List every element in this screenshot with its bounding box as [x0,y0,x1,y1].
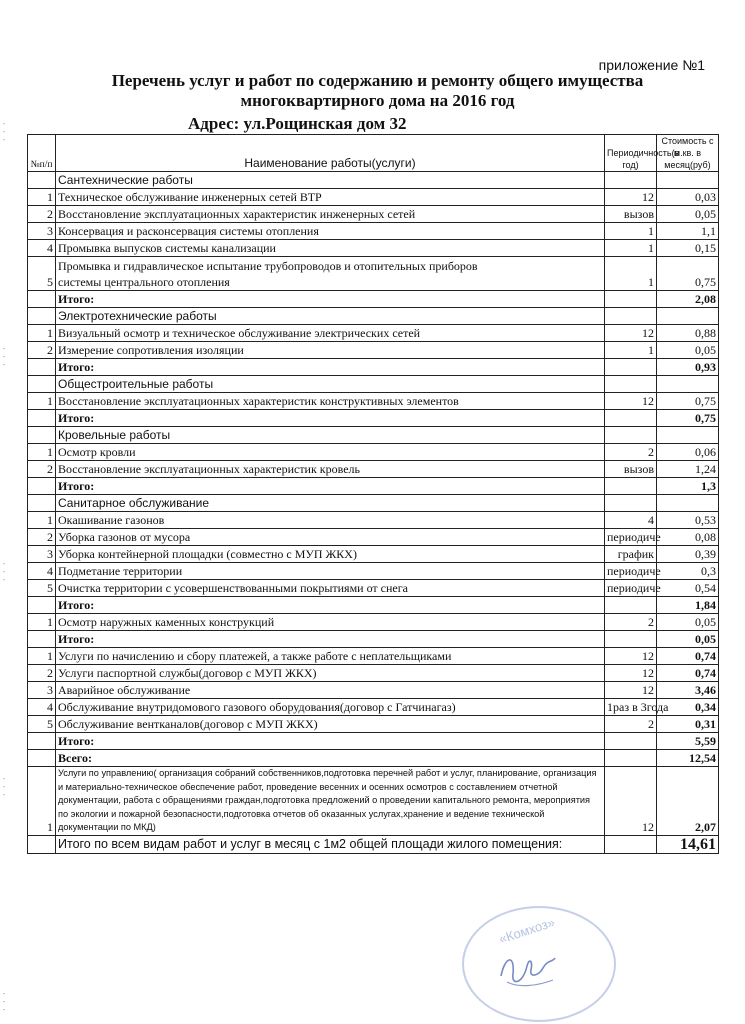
row-name-line2: системы центрального отопления [58,275,230,289]
section-header-row [28,427,719,444]
row-number: 2 [28,206,56,223]
row-period: 2 [605,614,657,631]
row-number [28,597,56,614]
row-number [28,733,56,750]
row-cost: 3,46 [657,682,719,699]
table-row [28,682,719,699]
total-value: 12,54 [657,750,719,767]
row-number: 2 [28,342,56,359]
row-cost: 1,24 [657,461,719,478]
row-name: Услуги паспортной службы(договор с МУП ЖКХ) [56,665,605,682]
total-label: Итого: [56,478,605,495]
section-header-row [28,495,719,512]
row-cost: 0,74 [657,665,719,682]
punch-marks: - - - [2,990,7,1014]
table-row [28,342,719,359]
row-cost: 0,31 [657,716,719,733]
row-number: 4 [28,240,56,257]
row-cost: 0,3 [657,563,719,580]
total-row [28,291,719,308]
row-number: 3 [28,223,56,240]
punch-marks: - - - [2,120,7,144]
section-header-row [28,376,719,393]
row-number [28,478,56,495]
section-title: Электротехнические работы [56,308,605,325]
row-period: 12 [605,767,657,836]
row-period [605,359,657,376]
row-cost: 0,74 [657,648,719,665]
row-number: 1 [28,189,56,206]
row-cost: 0,05 [657,614,719,631]
table-row [28,223,719,240]
total-row [28,410,719,427]
row-number: 1 [28,325,56,342]
row-number [28,308,56,325]
section-title: Кровельные работы [56,427,605,444]
row-number: 1 [28,393,56,410]
row-period: 12 [605,665,657,682]
row-period: периодиче [605,580,657,597]
table-row [28,257,719,291]
row-number: 2 [28,529,56,546]
document-address: Адрес: ул.Рощинская дом 32 [188,114,407,133]
row-cost: 0,15 [657,240,719,257]
table-row [28,512,719,529]
row-number [28,359,56,376]
row-cost [657,376,719,393]
row-number [28,835,56,853]
row-number [28,291,56,308]
row-name: Подметание территории [56,563,605,580]
row-period: 12 [605,682,657,699]
appendix-label: приложение №1 [598,57,705,73]
row-period [605,750,657,767]
row-number [28,631,56,648]
row-number [28,427,56,444]
section-title: Сантехнические работы [56,172,605,189]
row-cost: 0,05 [657,206,719,223]
row-name [56,257,605,291]
row-number: 3 [28,682,56,699]
grand-total-row [28,835,719,853]
row-cost [657,172,719,189]
row-period [605,835,657,853]
row-number: 5 [28,716,56,733]
total-row [28,359,719,376]
row-period [605,478,657,495]
row-cost: 0,08 [657,529,719,546]
row-number: 4 [28,699,56,716]
table-row [28,614,719,631]
row-period [605,172,657,189]
row-period [605,733,657,750]
row-cost [657,495,719,512]
row-name: Измерение сопротивления изоляции [56,342,605,359]
row-period: 12 [605,393,657,410]
row-cost: 0,53 [657,512,719,529]
total-label: Итого: [56,359,605,376]
header-cost: Стоимость с м.кв. в месяц(руб) [657,135,719,172]
row-period: 12 [605,189,657,206]
row-name: Обслуживание вентканалов(договор с МУП ЖКХ) [56,716,605,733]
total-value: 0,05 [657,631,719,648]
row-number: 3 [28,546,56,563]
row-name: Очистка территории с усовершенствованными покрытиями от снега [56,580,605,597]
row-cost: 0,75 [657,393,719,410]
management-row [28,767,719,836]
row-cost: 2,07 [657,767,719,836]
document-title-line2: многоквартирного дома на 2016 год [240,91,515,110]
row-cost [657,427,719,444]
row-number [28,750,56,767]
row-name: Осмотр наружных каменных конструкций [56,614,605,631]
stamp-text: «Комхоз» [497,914,557,947]
row-period [605,308,657,325]
row-number: 4 [28,563,56,580]
table-row [28,240,719,257]
table-row [28,461,719,478]
row-name: Визуальный осмотр и техническое обслуживание электрических сетей [56,325,605,342]
row-cost: 0,88 [657,325,719,342]
row-period [605,597,657,614]
row-name: Услуги по начислению и сбору платежей, а также работе с неплательщиками [56,648,605,665]
total-value: 0,93 [657,359,719,376]
row-name: Уборка газонов от мусора [56,529,605,546]
total-value: 2,08 [657,291,719,308]
row-period: периодиче [605,529,657,546]
punch-marks: - - - [2,560,7,584]
row-number [28,376,56,393]
total-row [28,597,719,614]
row-period [605,410,657,427]
row-number: 5 [28,580,56,597]
row-number: 5 [28,257,56,291]
row-cost: 1,1 [657,223,719,240]
table-row [28,393,719,410]
table-row [28,648,719,665]
table-row [28,665,719,682]
total-row [28,478,719,495]
row-cost: 0,54 [657,580,719,597]
row-period: 1раз в 3года [605,699,657,716]
row-number [28,410,56,427]
row-period: вызов [605,461,657,478]
row-period [605,631,657,648]
row-period: вызов [605,206,657,223]
row-name: Обслуживание внутридомового газового оборудования(договор с Гатчинагаз) [56,699,605,716]
table-row [28,189,719,206]
row-number [28,172,56,189]
total-label: Итого: [56,733,605,750]
row-period [605,291,657,308]
table-row [28,206,719,223]
total-label: Итого: [56,631,605,648]
section-header-row [28,308,719,325]
row-number: 1 [28,444,56,461]
row-period [605,427,657,444]
table-row [28,716,719,733]
total-value: 5,59 [657,733,719,750]
grand-total-value: 14,61 [657,835,719,853]
section-header-row [28,172,719,189]
row-name: Консервация и расконсервация системы отопления [56,223,605,240]
total-row [28,750,719,767]
table-row [28,546,719,563]
signature-image [493,946,563,994]
row-cost: 0,75 [657,257,719,291]
row-number: 1 [28,767,56,836]
section-title: Санитарное обслуживание [56,495,605,512]
row-name: Восстановление эксплуатационных характеристик конструктивных элементов [56,393,605,410]
row-period: 2 [605,444,657,461]
total-row [28,733,719,750]
table-row [28,325,719,342]
row-number: 1 [28,648,56,665]
total-label: Итого: [56,597,605,614]
row-name: Промывка выпусков системы канализации [56,240,605,257]
row-cost: 0,39 [657,546,719,563]
row-period: 1 [605,342,657,359]
header-name: Наименование работы(услуги) [56,135,605,172]
punch-marks: - - - [2,345,7,369]
section-title: Общестроительные работы [56,376,605,393]
total-row [28,631,719,648]
total-label: Всего: [56,750,605,767]
total-value: 1,84 [657,597,719,614]
table-row [28,563,719,580]
total-value: 1,3 [657,478,719,495]
row-cost: 0,03 [657,189,719,206]
header-num: №п/п [28,135,56,172]
row-period: 1 [605,240,657,257]
row-name: Восстановление эксплуатационных характеристик кровель [56,461,605,478]
row-cost: 0,06 [657,444,719,461]
punch-marks: - - - [2,775,7,799]
table-row [28,699,719,716]
row-name: Аварийное обслуживание [56,682,605,699]
row-number: 1 [28,614,56,631]
row-cost: 0,34 [657,699,719,716]
document-title-line1: Перечень услуг и работ по содержанию и ремонту общего имущества [111,71,644,90]
row-name: Окашивание газонов [56,512,605,529]
row-period [605,376,657,393]
header-period: Периодичность(в год) [605,135,657,172]
row-period: периодиче [605,563,657,580]
row-name-line1: Промывка и гидравлическое испытание трубопроводов и отопительных приборов [58,259,478,273]
row-number: 2 [28,665,56,682]
row-name: Техническое обслуживание инженерных сетей ВТР [56,189,605,206]
row-period: 12 [605,648,657,665]
row-period [605,495,657,512]
row-period: 1 [605,257,657,291]
row-cost [657,308,719,325]
row-name: Осмотр кровли [56,444,605,461]
services-table [27,134,719,854]
row-period: 2 [605,716,657,733]
row-number: 1 [28,512,56,529]
total-label: Итого: [56,291,605,308]
row-name: Восстановление эксплуатационных характеристик инженерных сетей [56,206,605,223]
row-period: график [605,546,657,563]
table-header-row [28,135,719,172]
row-number: 2 [28,461,56,478]
total-value: 0,75 [657,410,719,427]
row-period: 12 [605,325,657,342]
table-row [28,444,719,461]
table-row [28,580,719,597]
row-cost: 0,05 [657,342,719,359]
row-number [28,495,56,512]
row-period: 4 [605,512,657,529]
table-row [28,529,719,546]
management-text: Услуги по управлению( организация собраний собственников,подготовка перечней работ и услуг, планирование, организация и материально-техническое обеспечение работ, проведение весенних и осенних осмотров с составлением отчетной документации, работа с обращениями граждан,подготовка предложений о проведении капитального ремонта, мероприятия по экологии и пожарной безопасности,подготовка отчетов об оказанных услугах,хранение и ведение технической документации по МКД) [56,767,605,836]
row-period: 1 [605,223,657,240]
row-name: Уборка контейнерной площадки (совместно с МУП ЖКХ) [56,546,605,563]
total-label: Итого: [56,410,605,427]
grand-total-label: Итого по всем видам работ и услуг в месяц с 1м2 общей площади жилого помещения: [56,835,605,853]
